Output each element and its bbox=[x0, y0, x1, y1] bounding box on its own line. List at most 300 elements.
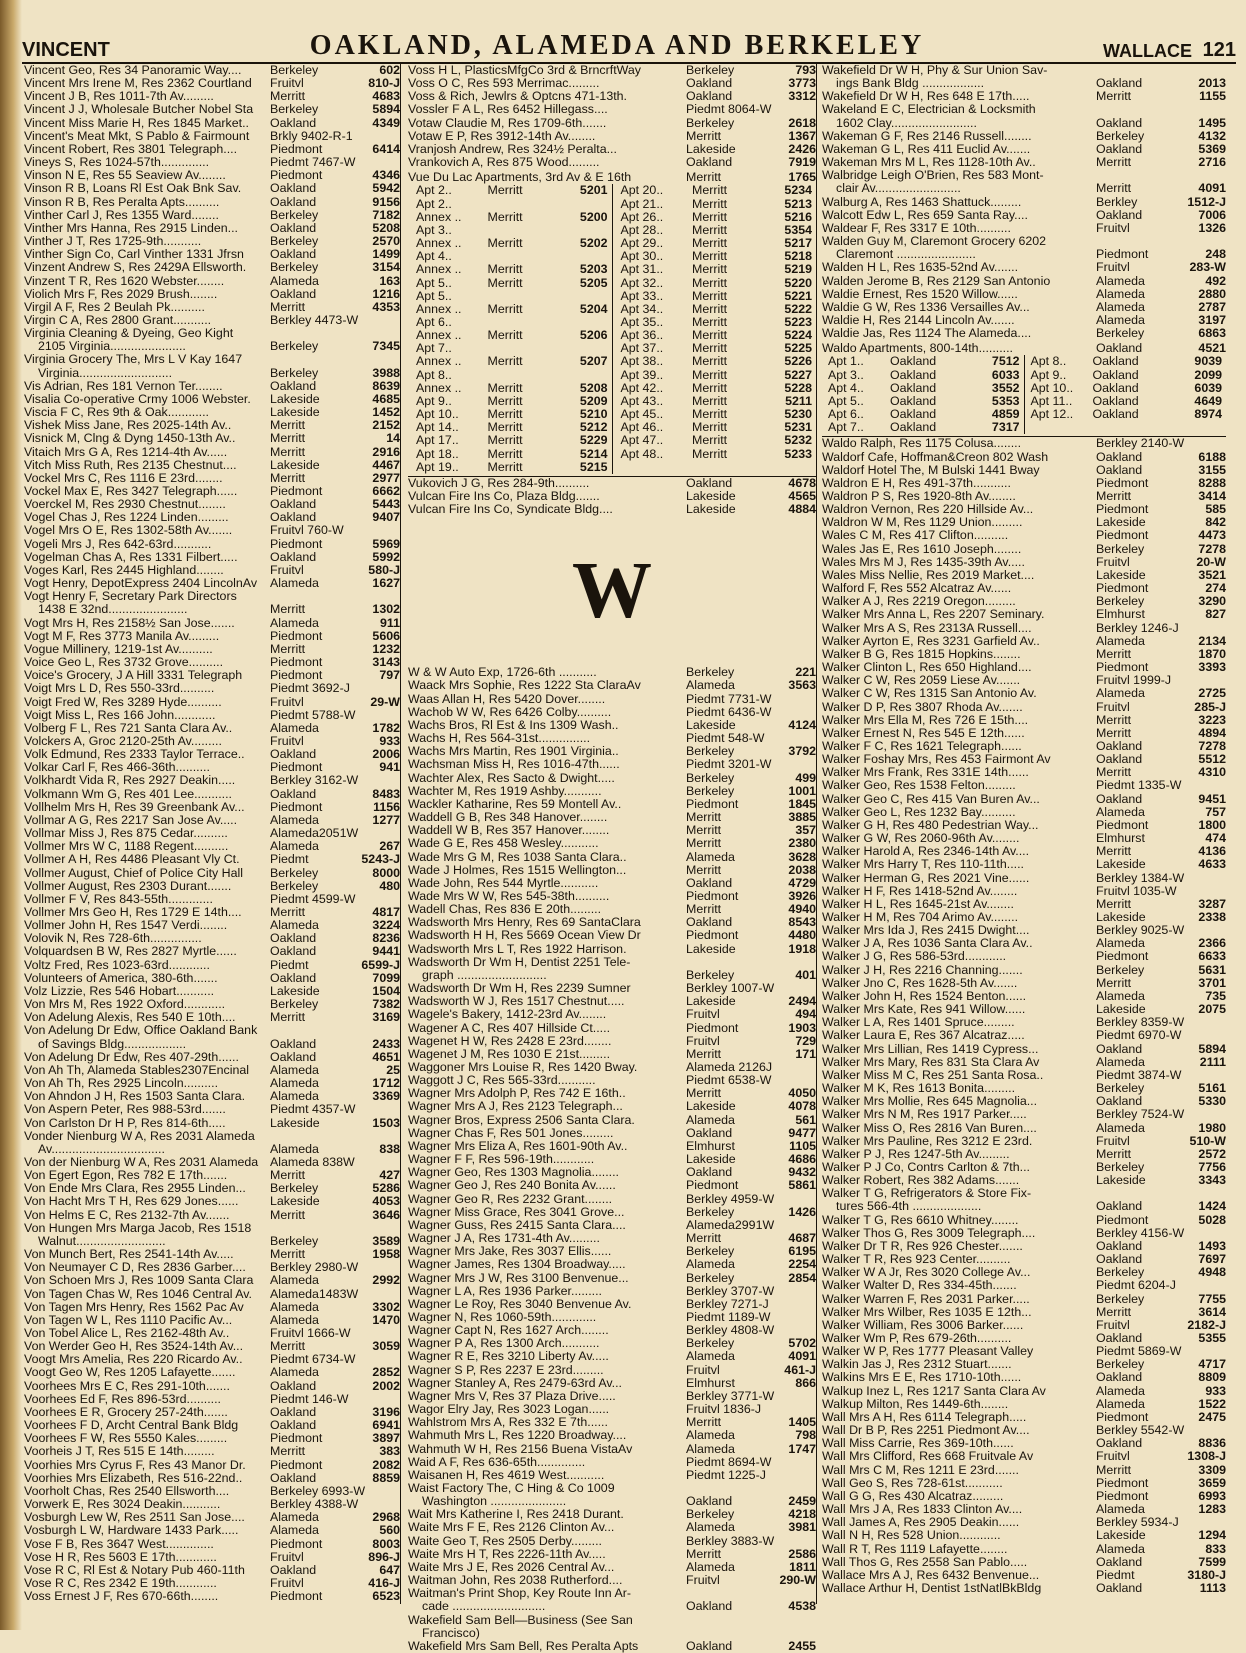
listing-exchange: Berkeley bbox=[686, 770, 735, 785]
listing-exchange: Oakland bbox=[1096, 1041, 1143, 1056]
listing-name: Waldie Ernest, Res 1520 Willow...... bbox=[822, 286, 1018, 301]
listing-exchange: Berkley 4473-W bbox=[270, 312, 359, 327]
listing-name: Von Tagen W L, Res 1110 Pacific Av... bbox=[24, 1312, 233, 1327]
listing-name: Wagner Miss Grace, Res 3041 Grove... bbox=[408, 1204, 625, 1219]
listing-phone: 1326 bbox=[1198, 220, 1226, 235]
listing-name: Waldorf Hotel The, M Bulski 1441 Bway bbox=[822, 462, 1040, 477]
listing-row bbox=[24, 1524, 400, 1537]
listing-phone: 4050 bbox=[788, 1086, 816, 1101]
listing-row bbox=[408, 1179, 816, 1192]
apartment-exchange: Merritt bbox=[487, 262, 523, 277]
apartment-row bbox=[408, 448, 612, 461]
listing-phone: 6633 bbox=[1198, 949, 1226, 964]
listing-exchange: Piedmont bbox=[270, 1457, 323, 1472]
apartment-phone: 5226 bbox=[784, 354, 812, 369]
listing-exchange: Alameda 2126J bbox=[686, 1060, 773, 1074]
listing-exchange: Merritt bbox=[686, 862, 722, 877]
listing-exchange: Piedmont bbox=[270, 760, 323, 775]
listing-exchange: Merritt bbox=[1096, 1304, 1132, 1319]
listing-name: Waddell W B, Res 357 Hanover........ bbox=[408, 823, 610, 838]
apartment-number: Apt 18.. bbox=[416, 446, 459, 461]
apartment-phone: 5222 bbox=[784, 301, 812, 316]
listing-name: Walker T R, Res 923 Center.......... bbox=[822, 1252, 1011, 1267]
listing-name: Waldron W M, Res 1129 Union......... bbox=[822, 515, 1023, 530]
listing-name: Vogt M F, Res 3773 Manila Av......... bbox=[24, 628, 220, 643]
listing-phone: 5942 bbox=[372, 181, 400, 196]
apartment-row bbox=[613, 198, 817, 211]
listing-name: Volberg F L, Res 721 Santa Clara Av.. bbox=[24, 720, 233, 735]
listing-phone: 1495 bbox=[1198, 115, 1226, 130]
listing-exchange: Fruitvl 1999-J bbox=[1096, 673, 1172, 688]
listing-exchange: Lakeside bbox=[1096, 1002, 1146, 1017]
listing-phone: 1001 bbox=[788, 783, 816, 798]
listing-exchange: Merritt bbox=[686, 128, 722, 143]
listing-exchange: Alameda bbox=[1096, 1541, 1145, 1556]
listing-name: Voorhees F W, Res 5550 Kales......... bbox=[24, 1431, 228, 1446]
listing-phone: 4521 bbox=[1198, 341, 1226, 356]
listing-phone: 8288 bbox=[1198, 475, 1226, 490]
listing-phone: 1294 bbox=[1198, 1528, 1226, 1543]
listing-exchange: Piedmt 6204-J bbox=[1096, 1278, 1176, 1293]
listing-phone: 2038 bbox=[788, 862, 816, 877]
listing-name: Wall Mrs J A, Res 1833 Clinton Av.... bbox=[822, 1502, 1023, 1517]
listing-exchange: Lakeside bbox=[686, 994, 736, 1009]
listing-phone: 3196 bbox=[372, 1404, 400, 1419]
apartment-exchange: Merritt bbox=[692, 275, 728, 290]
listing-exchange: Piedmt 1225-J bbox=[686, 1467, 766, 1482]
apartment-number: Apt 8.. bbox=[1030, 354, 1067, 369]
listing-name: Waack Mrs Sophie, Res 1222 Sta ClaraAv bbox=[408, 678, 641, 693]
listing-exchange: Berkeley bbox=[1096, 326, 1145, 341]
listing-exchange: Alameda 838W bbox=[270, 1154, 355, 1169]
listing-name: Wakefield Mrs Sam Bell, Res Peralta Apts bbox=[408, 1638, 639, 1653]
listing-name: Vinson R B, Loans Rl Est Oak Bnk Sav. bbox=[24, 181, 242, 196]
apartment-row bbox=[408, 277, 612, 290]
listing-name: Voltz Fred, Res 1023-63rd............ bbox=[24, 957, 210, 972]
apartment-phone: 5210 bbox=[579, 407, 608, 422]
listing-name: Wachter Alex, Res Sacto & Dwight..... bbox=[408, 770, 615, 785]
listing-exchange: Berkeley bbox=[686, 1336, 735, 1351]
listing-name: Waldo Apartments, 800-14th.......... bbox=[822, 341, 1014, 356]
listing-phone: 7006 bbox=[1198, 207, 1226, 222]
listing-exchange: Oakland bbox=[686, 1599, 733, 1614]
listing-phone: 4124 bbox=[788, 717, 816, 732]
listing-row bbox=[408, 837, 816, 850]
listing-row bbox=[822, 1306, 1226, 1319]
apartment-phone: 5231 bbox=[784, 420, 812, 435]
listing-phone: 2618 bbox=[788, 115, 816, 130]
listing-exchange: Piedmt 6734-W bbox=[270, 1352, 356, 1367]
apartment-exchange: Oakland bbox=[890, 380, 937, 395]
listing-row bbox=[24, 722, 400, 735]
listing-phone: 248 bbox=[1205, 247, 1226, 262]
listing-row bbox=[408, 785, 816, 798]
listing-exchange: Alameda bbox=[1096, 686, 1145, 701]
listing-name: Waldear F, Res 3317 E 10th.......... bbox=[822, 220, 1011, 235]
listing-phone: 290-W bbox=[779, 1573, 816, 1588]
listing-name: Wakefield Sam Bell—Business (See San bbox=[408, 1612, 633, 1627]
listing-phone: 7755 bbox=[1198, 1291, 1226, 1306]
listing-exchange: Oakland bbox=[1096, 1331, 1143, 1345]
listing-name: Walker Mrs Mollie, Res 645 Magnolia... bbox=[822, 1094, 1038, 1109]
apartment-number: Apt 29.. bbox=[620, 236, 664, 251]
listing-name: Waggott J C, Res 565-33rd........... bbox=[408, 1073, 596, 1088]
listing-name: Vulcan Fire Ins Co, Plaza Bldg....... bbox=[408, 489, 600, 503]
listing-phone: 793 bbox=[795, 63, 816, 77]
apartment-exchange: Merritt bbox=[692, 236, 728, 251]
header-title: OAKLAND, ALAMEDA AND BERKELEY bbox=[309, 30, 925, 61]
listing-exchange: Lakeside bbox=[1096, 567, 1146, 582]
listing-name: Von Tagen Chas W, Res 1046 Central Av. bbox=[24, 1286, 252, 1301]
listing-phone: 896-J bbox=[368, 1549, 400, 1564]
listing-row bbox=[408, 1640, 816, 1653]
listing-row bbox=[408, 1193, 816, 1206]
listing-phone: 5243-J bbox=[361, 852, 400, 867]
apartment-row bbox=[1025, 382, 1227, 395]
listing-exchange: Berkeley bbox=[686, 1270, 735, 1285]
listing-phone: 3302 bbox=[372, 1299, 400, 1314]
listing-phone: 5861 bbox=[788, 1178, 816, 1193]
listing-phone: 8543 bbox=[788, 915, 816, 930]
listing-row bbox=[24, 617, 400, 630]
listing-exchange: Berkeley bbox=[1096, 1291, 1145, 1306]
listing-row bbox=[408, 1456, 816, 1469]
listing-phone: 20-W bbox=[1196, 554, 1226, 569]
listing-name: ings Bank Bldg .................. bbox=[836, 76, 985, 91]
listing-name: Vogt Henry F, Secretary Park Directors bbox=[24, 589, 237, 604]
listing-phone: 797 bbox=[379, 668, 400, 683]
listing-exchange: Merritt bbox=[686, 1546, 722, 1561]
listing-phone: 7278 bbox=[1198, 738, 1226, 753]
listing-exchange: Berkeley bbox=[1096, 128, 1145, 143]
listing-phone bbox=[1170, 779, 1226, 792]
listing-exchange: Merritt bbox=[686, 902, 722, 917]
column-2-w-entries bbox=[408, 666, 816, 1653]
listing-phone: 2111 bbox=[1199, 1054, 1226, 1069]
listing-name: Walker P J Co, Contrs Carlton & 7th... bbox=[822, 1159, 1030, 1174]
listing-exchange: Piedmt 5788-W bbox=[270, 707, 356, 722]
listing-phone: 2075 bbox=[1198, 1002, 1226, 1017]
listing-name: Volkar Carl F, Res 466-36th.......... bbox=[24, 760, 210, 775]
listing-phone: 3414 bbox=[1198, 489, 1226, 503]
listing-row bbox=[822, 701, 1226, 714]
listing-name: Vogue Millinery, 1219-1st Av.......... bbox=[24, 641, 213, 656]
listing-exchange: Berkeley bbox=[1096, 1357, 1145, 1372]
listing-row bbox=[408, 943, 816, 956]
listing-name: Wahlstrom Mrs A, Res 332 E 7th...... bbox=[408, 1415, 608, 1430]
apartment-row bbox=[408, 184, 612, 197]
listing-row bbox=[24, 1222, 400, 1235]
listing-name: Waldron Vernon, Res 220 Hillside Av... bbox=[822, 502, 1034, 517]
listing-name: Von Hacht Mrs T H, Res 629 Jones...... bbox=[24, 1194, 239, 1209]
listing-exchange: Berkeley bbox=[1096, 594, 1145, 609]
listing-exchange: Piedmont bbox=[1096, 475, 1149, 490]
listing-name: Wakefield Dr W H, Res 648 E 17th..... bbox=[822, 89, 1030, 104]
listing-phone: 3155 bbox=[1198, 462, 1226, 477]
listing-exchange: Piedmont bbox=[1096, 1212, 1149, 1227]
listing-row bbox=[822, 301, 1226, 314]
listing-name: Von Neumayer C D, Res 2836 Garber.... bbox=[24, 1260, 246, 1275]
listing-name: Waid A F, Res 636-65th.............. bbox=[408, 1454, 586, 1469]
listing-name: Vincent Miss Marie H, Res 1845 Market.. bbox=[24, 115, 249, 130]
listing-phone: 5369 bbox=[1198, 141, 1226, 156]
listing-name: Walker H M, Res 704 Arimo Av........ bbox=[822, 910, 1019, 924]
apartment-row bbox=[613, 277, 817, 290]
listing-name: Wagenet H W, Res 2428 E 23rd........ bbox=[408, 1033, 612, 1048]
apartment-number: Apt 12.. bbox=[1030, 407, 1074, 422]
listing-phone: 4948 bbox=[1198, 1265, 1226, 1280]
listing-exchange: Piedmt 146-W bbox=[270, 1391, 349, 1406]
listing-exchange: Alameda2051W bbox=[270, 826, 359, 841]
listing-name: Walker Warren F, Res 2031 Parker..... bbox=[822, 1291, 1030, 1306]
apartment-exchange bbox=[488, 198, 558, 211]
listing-exchange: Alameda bbox=[270, 812, 319, 827]
listing-phone: 3926 bbox=[788, 888, 816, 903]
listing-name: Wall N H, Res 528 Union............ bbox=[822, 1528, 1001, 1543]
listing-name: Vranjosh Andrew, Res 324½ Peralta... bbox=[408, 141, 617, 156]
listing-name: Walker H F, Res 1418-52nd Av........ bbox=[822, 883, 1018, 898]
listing-name: Von Adelung Alexis, Res 540 E 10th.... bbox=[24, 1010, 236, 1025]
apartment-exchange: Merritt bbox=[692, 393, 728, 408]
listing-exchange: Oakland bbox=[270, 1562, 317, 1577]
listing-exchange: Fruitvl bbox=[1096, 1449, 1130, 1464]
listing-row bbox=[408, 1258, 816, 1271]
listing-phone: 492 bbox=[1205, 273, 1226, 288]
listing-name: Viscia F C, Res 9th & Oak............ bbox=[24, 405, 210, 420]
listing-phone: 9407 bbox=[372, 510, 400, 525]
apartments-right-column bbox=[1025, 355, 1227, 434]
apartment-row bbox=[408, 198, 612, 211]
listing-name: of Savings Bldg.................. bbox=[38, 1036, 187, 1051]
listing-exchange: Merritt bbox=[1096, 181, 1132, 196]
directory-column-1 bbox=[24, 64, 401, 1604]
listing-row bbox=[24, 130, 400, 143]
listing-name: Vollmer John H, Res 1547 Verdi........ bbox=[24, 918, 228, 933]
listing-name: Wagner L A, Res 1936 Parker......... bbox=[408, 1283, 602, 1298]
listing-exchange: Oakland bbox=[270, 1418, 317, 1433]
listing-phone: 933 bbox=[379, 733, 400, 748]
listing-phone: 3180-J bbox=[1187, 1567, 1226, 1582]
listing-phone: 8003 bbox=[372, 1536, 400, 1551]
listing-name: Wade Mrs G M, Res 1038 Santa Clara.. bbox=[408, 849, 627, 864]
listing-name: Von Adelung Dr Edw, Office Oakland Bank bbox=[24, 1023, 258, 1038]
listing-row bbox=[408, 679, 816, 692]
listing-phone: 3885 bbox=[788, 810, 816, 825]
listing-row bbox=[822, 1464, 1226, 1477]
apartment-number: Apt 8.. bbox=[416, 367, 452, 382]
apartment-exchange: Merritt bbox=[487, 420, 523, 435]
listing-exchange: Oakland bbox=[1096, 462, 1143, 477]
listing-phone: 3309 bbox=[1198, 1462, 1226, 1477]
listing-phone: 2586 bbox=[788, 1546, 816, 1561]
listing-exchange: Oakland bbox=[686, 475, 733, 490]
listing-name: Voice Geo L, Res 3732 Grove.......... bbox=[24, 655, 224, 670]
listing-name: Vitaich Mrs G A, Res 1214-4th Av...... bbox=[24, 444, 228, 459]
listing-phone: 5161 bbox=[1198, 1081, 1226, 1096]
apartment-number: Apt 35.. bbox=[620, 314, 664, 329]
listing-exchange: Berkeley bbox=[270, 365, 319, 380]
listing-exchange: Oakland bbox=[1096, 76, 1143, 91]
listing-exchange: Lakeside bbox=[270, 1115, 320, 1130]
listing-phone: 1765 bbox=[788, 170, 816, 185]
listing-exchange: Berkeley bbox=[686, 744, 735, 759]
apartment-phone: 4649 bbox=[1194, 393, 1222, 408]
listing-row bbox=[24, 1301, 400, 1314]
listing-name: Wade John, Res 544 Myrtle........... bbox=[408, 875, 599, 890]
listing-name: Vogeli Mrs J, Res 642-63rd........... bbox=[24, 536, 212, 551]
listing-exchange: Lakeside bbox=[686, 941, 736, 956]
listing-name: Walker Mrs Anna L, Res 2207 Seminary. bbox=[822, 607, 1045, 622]
listing-exchange: Alameda bbox=[270, 1089, 319, 1104]
listing-exchange: Merritt bbox=[1096, 725, 1132, 740]
listing-phone: 6993 bbox=[1198, 1488, 1226, 1503]
listing-phone: 3563 bbox=[788, 678, 816, 693]
listing-name: Vockel Mrs C, Res 1116 E 23rd........ bbox=[24, 470, 223, 485]
listing-exchange: Berkeley bbox=[1096, 541, 1145, 556]
listing-exchange: Alameda bbox=[270, 615, 319, 630]
apartment-number: Apt 31.. bbox=[620, 262, 664, 277]
listing-row bbox=[24, 524, 400, 537]
listing-exchange: Berkeley bbox=[686, 665, 735, 680]
listing-exchange: Oakland bbox=[1096, 1094, 1143, 1109]
listing-phone: 3197 bbox=[1198, 312, 1226, 327]
listing-exchange: Berkeley bbox=[1096, 1081, 1145, 1096]
listing-exchange: Piedmt 548-W bbox=[686, 731, 765, 746]
apartment-exchange: Merritt bbox=[692, 183, 728, 198]
listing-name: Wales C M, Res 417 Clifton.......... bbox=[822, 528, 1009, 543]
listing-row bbox=[24, 196, 400, 209]
listing-row bbox=[408, 130, 816, 143]
listing-exchange: Lakeside bbox=[686, 1099, 736, 1114]
listing-row bbox=[24, 774, 400, 787]
listing-phone: 1155 bbox=[1199, 89, 1226, 104]
listing-phone: 5443 bbox=[372, 497, 400, 512]
listing-phone: 510-W bbox=[1189, 1133, 1226, 1148]
listing-name: Von Helms E C, Res 2132-7th Av....... bbox=[24, 1207, 230, 1222]
listing-name: Vose R C, Rl Est & Notary Pub 460-11th bbox=[24, 1562, 245, 1577]
listing-phone bbox=[760, 1469, 816, 1482]
listing-exchange bbox=[270, 353, 344, 366]
listing-row bbox=[24, 551, 400, 564]
listing-exchange: Merritt bbox=[270, 1444, 306, 1459]
listing-name: Voorholt Chas, Res 2540 Ellsworth.... bbox=[24, 1483, 230, 1498]
listing-exchange: Piedmont bbox=[270, 668, 323, 683]
apartment-phone: 5354 bbox=[784, 222, 812, 237]
listing-exchange: Alameda bbox=[1096, 804, 1145, 819]
listing-phone: 911 bbox=[380, 615, 400, 630]
apartment-number: Annex .. bbox=[416, 236, 462, 251]
listing-exchange: Oakland bbox=[270, 1378, 317, 1393]
listing-phone: 3290 bbox=[1198, 594, 1226, 609]
listing-name: Walnut.......................... bbox=[38, 1233, 166, 1248]
apartment-phone: 5234 bbox=[784, 183, 812, 198]
listing-exchange: Berkley 4156-W bbox=[1096, 1225, 1185, 1240]
listing-name: Wade G E, Res 458 Wesley........... bbox=[408, 836, 599, 851]
listing-exchange: Piedmt 3692-J bbox=[270, 681, 350, 696]
listing-row bbox=[822, 1029, 1226, 1042]
apartment-row bbox=[822, 382, 1024, 395]
listing-row bbox=[822, 793, 1226, 806]
apartment-exchange: Merritt bbox=[692, 341, 728, 356]
apartment-number: Apt 30.. bbox=[620, 249, 664, 264]
listing-phone: 3614 bbox=[1198, 1304, 1226, 1319]
listing-row bbox=[24, 1445, 400, 1458]
listing-phone bbox=[760, 956, 816, 969]
apartment-exchange: Merritt bbox=[487, 380, 523, 395]
apartment-number: Annex .. bbox=[416, 262, 462, 277]
listing-phone: 3223 bbox=[1198, 712, 1226, 727]
listing-name: Visalia Co-operative Crmy 1006 Webster. bbox=[24, 391, 251, 406]
listing-row bbox=[822, 1450, 1226, 1463]
listing-row bbox=[822, 543, 1226, 556]
listing-exchange: Merritt bbox=[270, 1339, 306, 1354]
listing-phone: 3369 bbox=[372, 1089, 400, 1104]
apartment-row bbox=[408, 369, 612, 382]
book-spine-edge bbox=[0, 0, 22, 1630]
listing-exchange: Elmhurst bbox=[686, 1138, 735, 1153]
listing-phone: 2968 bbox=[372, 1510, 400, 1525]
listing-exchange: Merritt bbox=[270, 418, 306, 433]
listing-name: Wakefield Dr W H, Phy & Sur Union Sav- bbox=[822, 63, 1048, 77]
listing-name: Waite Geo T, Res 2505 Derby......... bbox=[408, 1533, 602, 1548]
listing-name: Wakeman G F, Res 2146 Russell........ bbox=[822, 128, 1032, 143]
page-header bbox=[22, 30, 1236, 64]
apartment-number: Apt 3.. bbox=[828, 367, 864, 382]
listing-name: Vinther Sign Co, Carl Vinther 1331 Jfrsn bbox=[24, 247, 244, 262]
listing-name: Vockel Max E, Res 3427 Telegraph...... bbox=[24, 484, 238, 498]
listing-row bbox=[822, 1200, 1226, 1213]
listing-name: Vineys S, Res 1024-57th.............. bbox=[24, 155, 210, 170]
apartment-phone: 5209 bbox=[579, 393, 608, 408]
listing-name: Wallace Mrs A J, Res 6432 Benvenue... bbox=[822, 1567, 1040, 1582]
listing-exchange: Lakeside bbox=[686, 502, 736, 517]
apartment-number: Apt 6.. bbox=[828, 407, 864, 422]
listing-row bbox=[822, 858, 1226, 871]
listing-exchange bbox=[686, 956, 760, 969]
listing-name: Walker Ernest N, Res 545 E 12th...... bbox=[822, 725, 1025, 740]
apartment-phone: 5223 bbox=[784, 314, 812, 329]
listing-name: Walbridge Leigh O'Brien, Res 583 Mont- bbox=[822, 168, 1044, 183]
listing-exchange: Oakland bbox=[270, 497, 317, 512]
listing-row bbox=[408, 851, 816, 864]
listing-exchange: Berkeley 6993-W bbox=[270, 1483, 366, 1498]
listing-exchange: Lakeside bbox=[270, 391, 320, 406]
apartment-row bbox=[613, 263, 817, 276]
listing-exchange: Merritt bbox=[686, 1046, 722, 1061]
listing-name: Walker Miss M C, Res 251 Santa Rosa.. bbox=[822, 1067, 1044, 1082]
listing-name: Wait Mrs Katherine I, Res 2418 Durant. bbox=[408, 1507, 624, 1522]
listing-name: Violich Mrs F, Res 2029 Brush........ bbox=[24, 286, 218, 301]
apartment-exchange: Oakland bbox=[890, 407, 937, 422]
apartment-row bbox=[613, 211, 817, 224]
listing-row bbox=[408, 1443, 816, 1456]
listing-exchange: Berkeley bbox=[270, 207, 319, 222]
apartment-exchange: Merritt bbox=[692, 262, 728, 277]
listing-exchange: Piedmt 4357-W bbox=[270, 1102, 356, 1117]
listing-name: Wall Mrs C M, Res 1211 E 23rd....... bbox=[822, 1462, 1019, 1477]
listing-name: Wagner Geo, Res 1303 Magnolia........ bbox=[408, 1165, 619, 1180]
listing-exchange: Oakland bbox=[270, 181, 317, 196]
listing-row bbox=[822, 1398, 1226, 1411]
listing-row bbox=[822, 977, 1226, 990]
listing-name: Vincent Robert, Res 3801 Telegraph.... bbox=[24, 141, 238, 156]
listing-phone: 866 bbox=[795, 1375, 816, 1390]
listing-phone: 7697 bbox=[1198, 1252, 1226, 1267]
listing-phone: 416-J bbox=[368, 1575, 400, 1590]
listing-name: Vincent J J, Wholesale Butcher Nobel Sta bbox=[24, 102, 254, 117]
listing-phone: 25 bbox=[386, 1062, 400, 1077]
listing-row bbox=[408, 1521, 816, 1534]
